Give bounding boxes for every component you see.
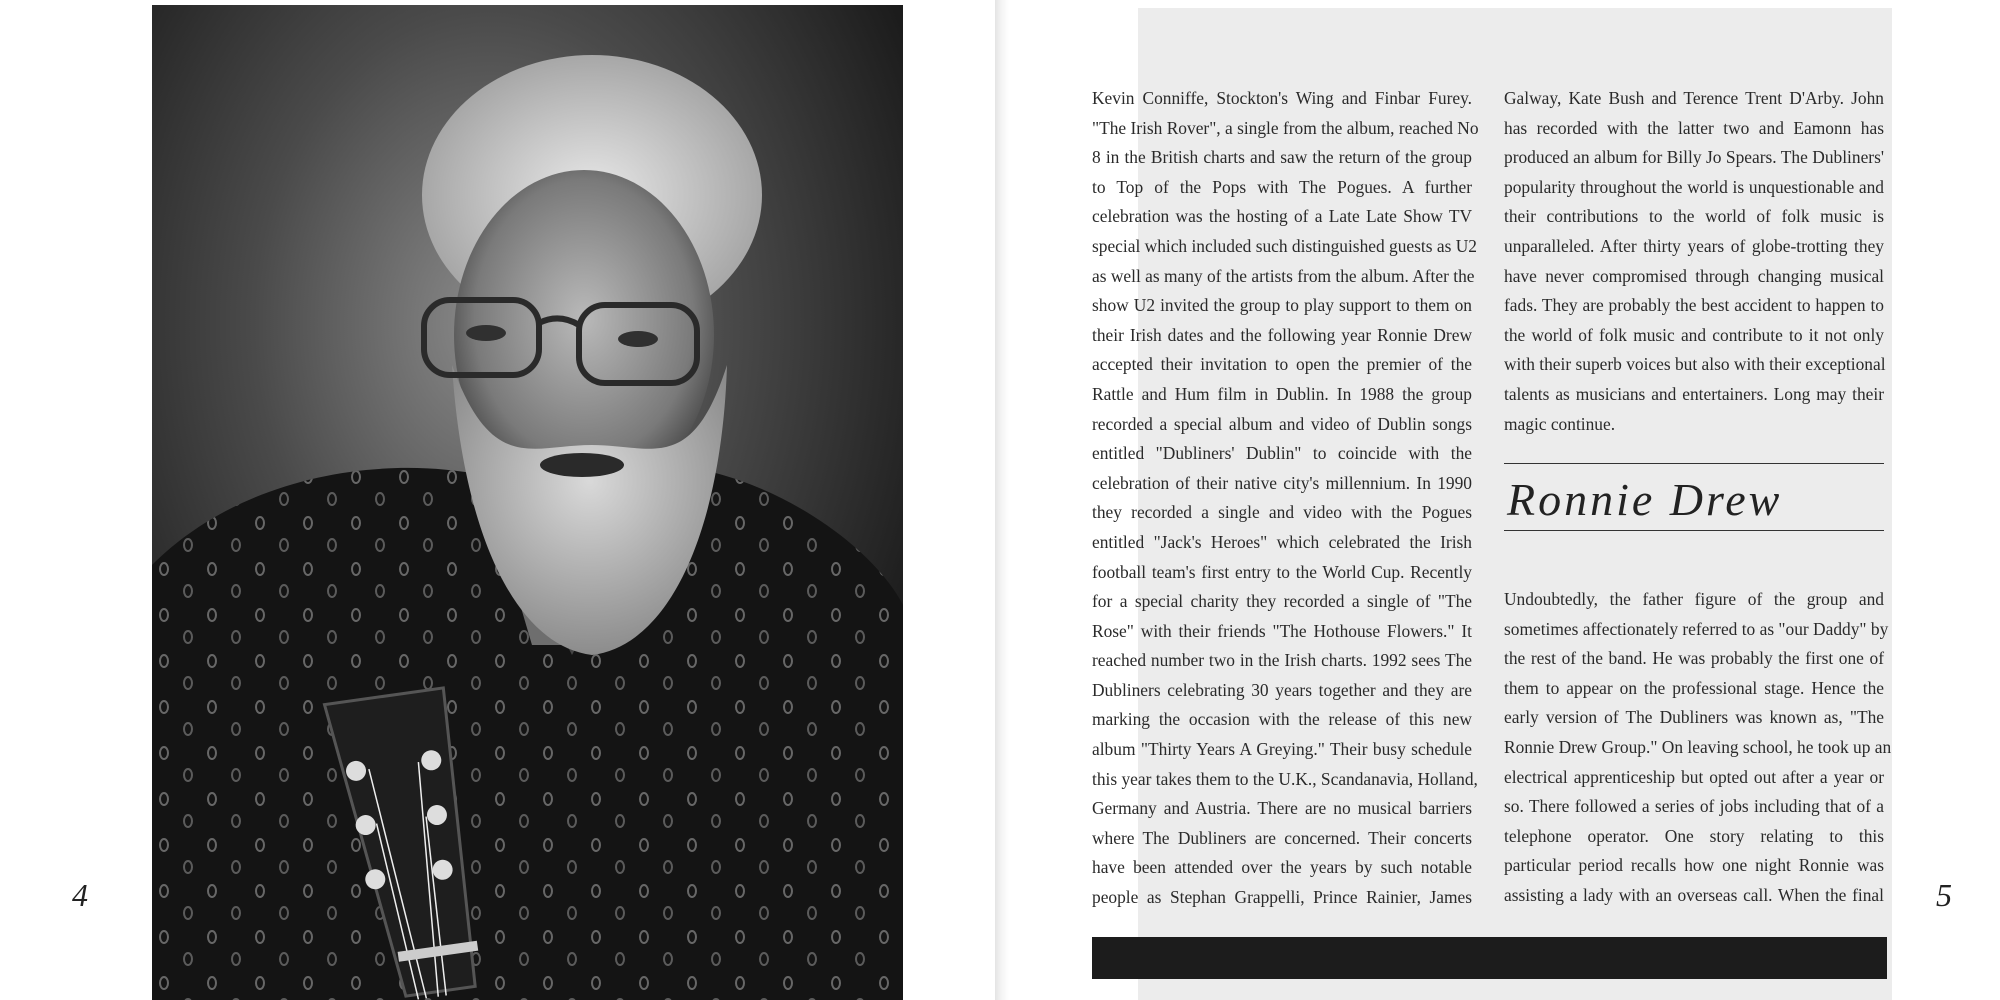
text-line: assisting a lady with an overseas call. When the final: [1504, 884, 1884, 905]
text-line: special which included such distinguished guests as U2: [1092, 235, 1477, 256]
text-line: the rest of the band. He was probably the first one of: [1504, 648, 1884, 669]
text-line: fads. They are probably the best accident to happen to: [1504, 295, 1884, 316]
text-line: has recorded with the latter two and Eamonn has: [1504, 117, 1884, 138]
text-line: Rattle and Hum film in Dublin. In 1988 the group: [1092, 383, 1472, 404]
text-line: Dubliners celebrating 30 years together and they are: [1092, 679, 1472, 700]
text-line: talents as musicians and entertainers. Long may their: [1504, 383, 1884, 404]
text-line: recorded a special album and video of Dublin songs: [1092, 413, 1472, 434]
left-page: [0, 0, 995, 1000]
text-line: Kevin Conniffe, Stockton's Wing and Finbar Furey.: [1092, 88, 1472, 108]
left-page-number: 4: [72, 877, 88, 913]
text-line: have been attended over the years by such notable: [1092, 857, 1472, 878]
text-line: the world of folk music and contribute to it not only: [1504, 324, 1884, 345]
heading-rule-bottom: [1504, 530, 1884, 531]
book-gutter: [995, 0, 1009, 1000]
text-line: with their superb voices but also with their exceptional: [1504, 354, 1886, 375]
text-line: magic continue.: [1504, 413, 1616, 434]
text-line: Ronnie Drew Group." On leaving school, he took up an: [1504, 736, 1892, 757]
text-line: them to appear on the professional stage. Hence the: [1504, 677, 1884, 698]
text-line: produced an album for Billy Jo Spears. The Dubliners': [1504, 147, 1884, 168]
text-line: this year takes them to the U.K., Scandanavia, Holland,: [1092, 768, 1478, 789]
article-column-2: [1504, 84, 1884, 439]
article-column-1: [1092, 84, 1479, 913]
heading-rule-top: [1504, 463, 1884, 464]
text-line: celebration was the hosting of a Late Late Show TV: [1092, 206, 1472, 227]
text-line: Rose" with their friends "The Hothouse Flowers." It: [1092, 620, 1472, 641]
portrait-photo: [152, 5, 903, 1000]
text-line: Undoubtedly, the father figure of the group and: [1504, 589, 1884, 609]
right-page-number: 5: [1936, 877, 1952, 913]
text-line: football team's first entry to the World Cup. Recently: [1092, 561, 1472, 582]
text-line: for a special charity they recorded a single of "The: [1092, 591, 1472, 612]
text-line: marking the occasion with the release of this new: [1092, 709, 1472, 730]
text-line: "The Irish Rover", a single from the album, reached No: [1092, 117, 1479, 138]
section-heading: Ronnie Drew: [1507, 474, 1783, 525]
text-line: particular period recalls how one night Ronnie was: [1504, 855, 1884, 876]
text-line: album "Thirty Years A Greying." Their busy schedule: [1092, 739, 1472, 760]
text-line: accepted their invitation to open the premier of the: [1092, 354, 1472, 375]
text-line: electrical apprenticeship but opted out after a year or: [1504, 766, 1884, 787]
text-line: show U2 invited the group to play support to them on: [1092, 295, 1472, 316]
text-line: popularity throughout the world is unquestionable and: [1504, 176, 1884, 197]
text-line: celebration of their native city's millennium. In 1990: [1092, 472, 1472, 493]
text-line: have never compromised through changing musical: [1504, 265, 1884, 286]
text-line: telephone operator. One story relating to this: [1504, 825, 1884, 846]
text-line: to Top of the Pops with The Pogues. A further: [1092, 176, 1472, 197]
footer-bar: [1092, 937, 1887, 979]
article-column-3: [1504, 585, 1892, 911]
text-line: unparalleled. After thirty years of globe-trotting they: [1504, 235, 1884, 256]
text-line: where The Dubliners are concerned. Their concerts: [1092, 827, 1472, 848]
text-line: their contributions to the world of folk music is: [1504, 206, 1884, 227]
text-line: 8 in the British charts and saw the return of the group: [1092, 147, 1472, 168]
text-line: people as Stephan Grappelli, Prince Rainier, James: [1092, 887, 1472, 908]
text-line: Galway, Kate Bush and Terence Trent D'Arby. John: [1504, 88, 1884, 108]
text-line: early version of The Dubliners was known as, "The: [1504, 707, 1884, 728]
text-line: sometimes affectionately referred to as "our Daddy" by: [1504, 618, 1889, 639]
text-line: as well as many of the artists from the album. After the: [1092, 265, 1475, 286]
text-line: reached number two in the Irish charts. 1992 sees The: [1092, 650, 1472, 671]
text-line: they recorded a single and video with the Pogues: [1092, 502, 1472, 523]
text-line: so. There followed a series of jobs including that of a: [1504, 796, 1884, 817]
text-line: their Irish dates and the following year Ronnie Drew: [1092, 324, 1472, 345]
text-line: entitled "Dubliners' Dublin" to coincide with the: [1092, 443, 1472, 464]
text-line: entitled "Jack's Heroes" which celebrated the Irish: [1092, 531, 1472, 552]
text-line: Germany and Austria. There are no musical barriers: [1092, 798, 1472, 819]
